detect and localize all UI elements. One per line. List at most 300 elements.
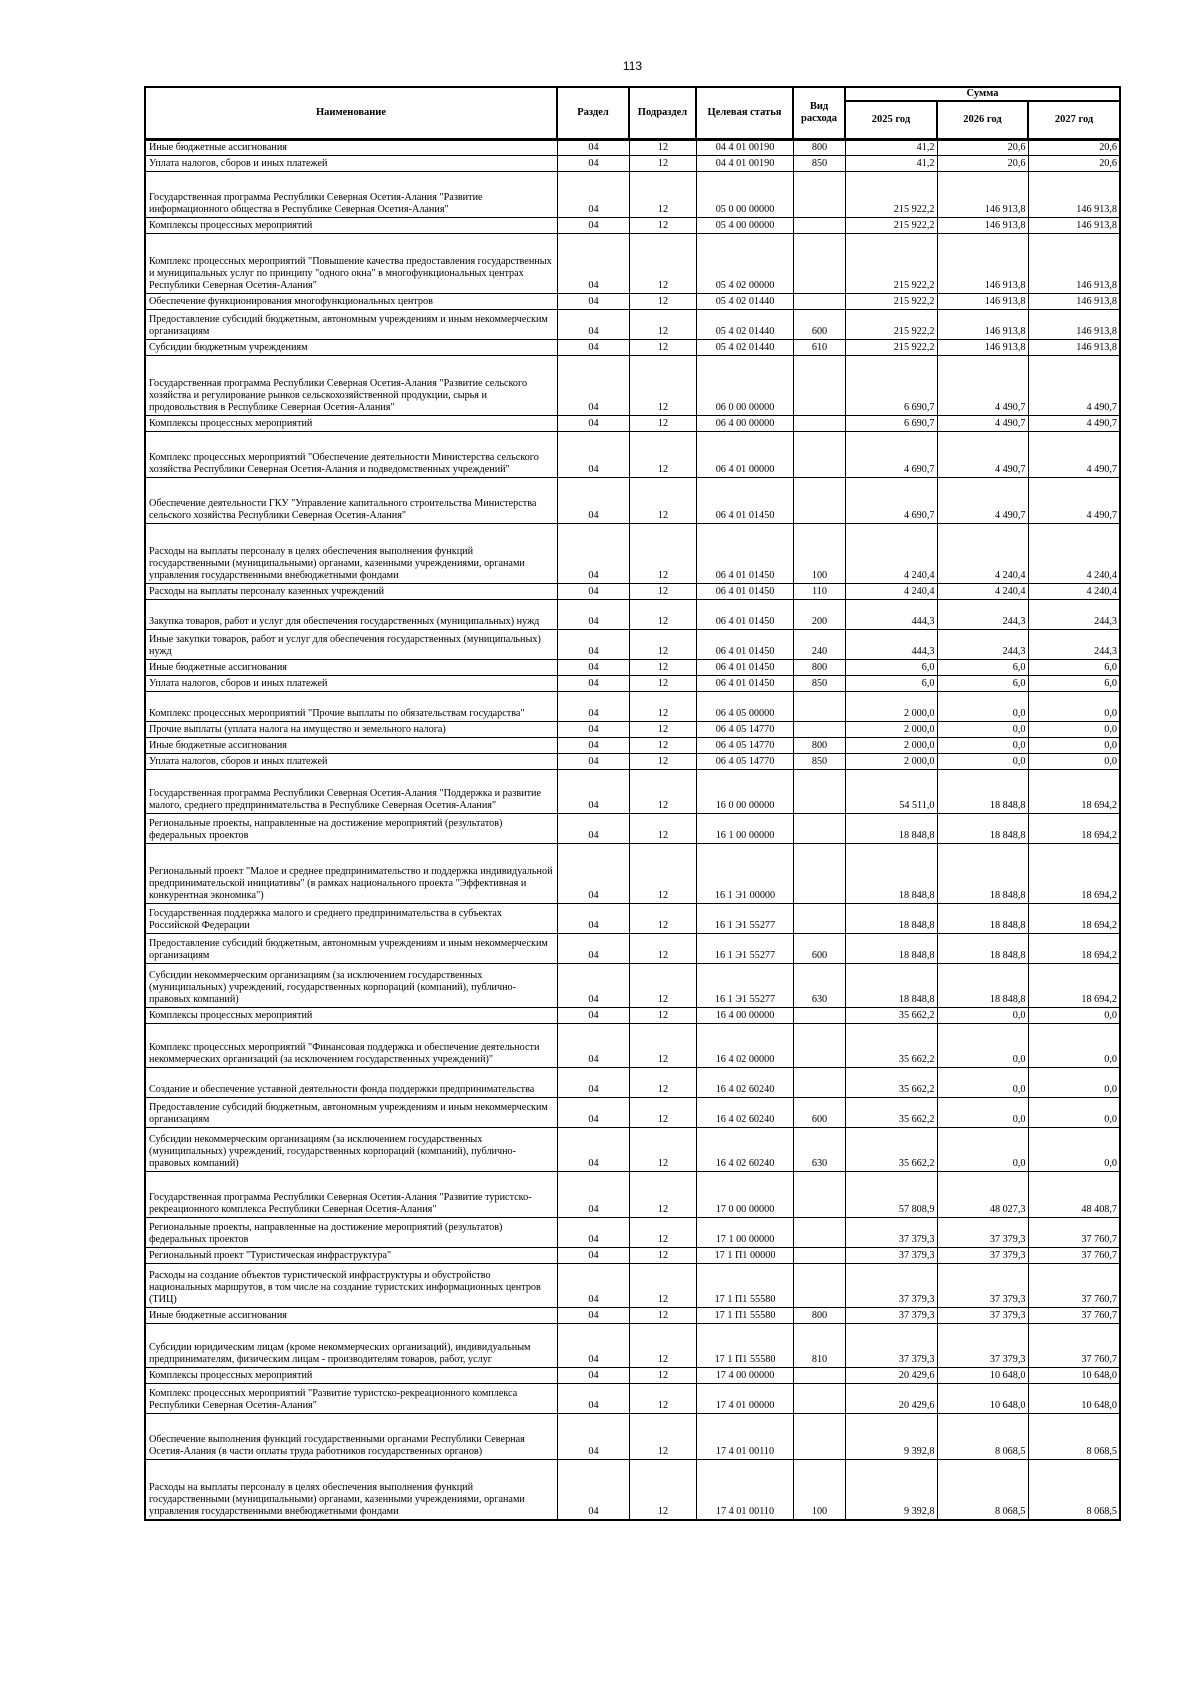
- row-vid-raskhoda: [793, 356, 845, 416]
- row-tselevaya-statya: 05 4 00 00000: [696, 218, 793, 234]
- row-podrazdel: 12: [629, 218, 696, 234]
- row-sum-2025: 18 848,8: [845, 844, 937, 904]
- row-razdel: 04: [557, 218, 629, 234]
- header-razdel: Раздел: [557, 87, 629, 140]
- row-name: Комплексы процессных мероприятий: [145, 1008, 557, 1024]
- row-sum-2026: 37 379,3: [937, 1308, 1028, 1324]
- row-sum-2027: 18 694,2: [1028, 964, 1120, 1008]
- row-podrazdel: 12: [629, 754, 696, 770]
- row-sum-2025: 41,2: [845, 156, 937, 172]
- row-sum-2027: 0,0: [1028, 722, 1120, 738]
- row-sum-2025: 18 848,8: [845, 964, 937, 1008]
- table-row: [145, 340, 1120, 356]
- row-tselevaya-statya: 16 4 02 00000: [696, 1024, 793, 1068]
- table-row: [145, 770, 1120, 814]
- row-name: Расходы на выплаты персоналу казенных учреждений: [145, 584, 557, 600]
- row-razdel: 04: [557, 1264, 629, 1308]
- table-row: [145, 676, 1120, 692]
- row-sum-2026: 37 379,3: [937, 1218, 1028, 1248]
- row-podrazdel: 12: [629, 676, 696, 692]
- row-sum-2025: 37 379,3: [845, 1264, 937, 1308]
- table-row: [145, 600, 1120, 630]
- row-sum-2026: 10 648,0: [937, 1368, 1028, 1384]
- row-podrazdel: 12: [629, 310, 696, 340]
- row-name: Расходы на создание объектов туристической инфраструктуры и обустройство национальных маршрутов, в том числе на создание туристских информационных центров (ТИЦ): [145, 1264, 557, 1308]
- row-name: Комплексы процессных мероприятий: [145, 218, 557, 234]
- row-vid-raskhoda: [793, 172, 845, 218]
- row-podrazdel: 12: [629, 416, 696, 432]
- row-name: Иные бюджетные ассигнования: [145, 660, 557, 676]
- row-name: Комплекс процессных мероприятий "Прочие выплаты по обязательствам государства": [145, 692, 557, 722]
- row-tselevaya-statya: 16 1 Э1 55277: [696, 964, 793, 1008]
- row-podrazdel: 12: [629, 1008, 696, 1024]
- table-row: [145, 356, 1120, 416]
- row-razdel: 04: [557, 340, 629, 356]
- row-sum-2027: 18 694,2: [1028, 770, 1120, 814]
- row-tselevaya-statya: 16 4 02 60240: [696, 1098, 793, 1128]
- row-podrazdel: 12: [629, 1308, 696, 1324]
- row-podrazdel: 12: [629, 964, 696, 1008]
- row-sum-2027: 146 913,8: [1028, 310, 1120, 340]
- page-number: 113: [622, 59, 643, 73]
- row-razdel: 04: [557, 738, 629, 754]
- row-razdel: 04: [557, 234, 629, 294]
- row-sum-2025: 4 240,4: [845, 524, 937, 584]
- row-sum-2026: 18 848,8: [937, 904, 1028, 934]
- row-podrazdel: 12: [629, 1384, 696, 1414]
- row-tselevaya-statya: 17 4 01 00110: [696, 1460, 793, 1520]
- row-vid-raskhoda: 800: [793, 1308, 845, 1324]
- row-vid-raskhoda: 630: [793, 964, 845, 1008]
- row-razdel: 04: [557, 1324, 629, 1368]
- row-name: Иные закупки товаров, работ и услуг для обеспечения государственных (муниципальных) нужд: [145, 630, 557, 660]
- row-sum-2026: 0,0: [937, 754, 1028, 770]
- row-vid-raskhoda: 800: [793, 738, 845, 754]
- row-sum-2027: 0,0: [1028, 1098, 1120, 1128]
- row-vid-raskhoda: [793, 1248, 845, 1264]
- row-name: Региональный проект "Туристическая инфраструктура": [145, 1248, 557, 1264]
- row-sum-2025: 444,3: [845, 600, 937, 630]
- row-tselevaya-statya: 06 4 01 01450: [696, 676, 793, 692]
- table-row: [145, 660, 1120, 676]
- row-razdel: 04: [557, 1008, 629, 1024]
- row-vid-raskhoda: 850: [793, 754, 845, 770]
- row-sum-2027: 0,0: [1028, 1068, 1120, 1098]
- row-podrazdel: 12: [629, 600, 696, 630]
- row-tselevaya-statya: 16 1 Э1 55277: [696, 934, 793, 964]
- row-vid-raskhoda: [793, 294, 845, 310]
- row-razdel: 04: [557, 770, 629, 814]
- row-sum-2027: 37 760,7: [1028, 1324, 1120, 1368]
- table-row: [145, 934, 1120, 964]
- row-podrazdel: 12: [629, 478, 696, 524]
- row-name: Государственная программа Республики Северная Осетия-Алания "Развитие сельского хозяйства и регулирование рынков сельскохозяйственной продукции, сырья и продовольствия в Республике Северная Осетия-Алания": [145, 356, 557, 416]
- row-sum-2027: 18 694,2: [1028, 904, 1120, 934]
- row-sum-2025: 444,3: [845, 630, 937, 660]
- row-sum-2025: 2 000,0: [845, 692, 937, 722]
- row-name: Обеспечение деятельности ГКУ "Управление капитального строительства Министерства сельского хозяйства Республики Северная Осетия-Алания": [145, 478, 557, 524]
- row-podrazdel: 12: [629, 524, 696, 584]
- row-razdel: 04: [557, 310, 629, 340]
- row-name: Уплата налогов, сборов и иных платежей: [145, 754, 557, 770]
- row-sum-2026: 0,0: [937, 1024, 1028, 1068]
- row-tselevaya-statya: 06 4 00 00000: [696, 416, 793, 432]
- row-podrazdel: 12: [629, 156, 696, 172]
- header-year-2027: 2027 год: [1028, 101, 1120, 140]
- row-sum-2026: 18 848,8: [937, 844, 1028, 904]
- row-name: Обеспечение выполнения функций государственными органами Республики Северная Осетия-Алания (в части оплаты труда работников государственных органов): [145, 1414, 557, 1460]
- row-razdel: 04: [557, 1218, 629, 1248]
- row-razdel: 04: [557, 676, 629, 692]
- row-sum-2025: 215 922,2: [845, 294, 937, 310]
- row-razdel: 04: [557, 630, 629, 660]
- row-sum-2027: 0,0: [1028, 1128, 1120, 1172]
- row-tselevaya-statya: 16 4 00 00000: [696, 1008, 793, 1024]
- row-sum-2026: 8 068,5: [937, 1460, 1028, 1520]
- row-podrazdel: 12: [629, 584, 696, 600]
- row-name: Субсидии юридическим лицам (кроме некоммерческих организаций), индивидуальным предпринимателям, физическим лицам - производителям товаров, работ, услуг: [145, 1324, 557, 1368]
- row-name: Региональный проект "Малое и среднее предпринимательство и поддержка индивидуальной предпринимательской инициативы" (в рамках национального проекта "Эффективная и конкурентная экономика"): [145, 844, 557, 904]
- row-vid-raskhoda: [793, 1384, 845, 1414]
- row-name: Уплата налогов, сборов и иных платежей: [145, 156, 557, 172]
- row-vid-raskhoda: [793, 1008, 845, 1024]
- row-vid-raskhoda: [793, 432, 845, 478]
- table-row: [145, 754, 1120, 770]
- row-razdel: 04: [557, 904, 629, 934]
- row-sum-2025: 35 662,2: [845, 1068, 937, 1098]
- table-row: [145, 844, 1120, 904]
- row-vid-raskhoda: [793, 770, 845, 814]
- table-body: [145, 140, 1120, 1520]
- row-vid-raskhoda: [793, 814, 845, 844]
- row-razdel: 04: [557, 1384, 629, 1414]
- row-sum-2026: 6,0: [937, 660, 1028, 676]
- row-sum-2027: 6,0: [1028, 660, 1120, 676]
- row-vid-raskhoda: [793, 692, 845, 722]
- table-row: [145, 1068, 1120, 1098]
- row-sum-2027: 146 913,8: [1028, 340, 1120, 356]
- table-header: [145, 87, 1120, 140]
- row-tselevaya-statya: 06 4 05 14770: [696, 738, 793, 754]
- table-row: [145, 478, 1120, 524]
- table-row: [145, 1368, 1120, 1384]
- row-podrazdel: 12: [629, 722, 696, 738]
- row-razdel: 04: [557, 1414, 629, 1460]
- row-sum-2027: 37 760,7: [1028, 1248, 1120, 1264]
- row-sum-2027: 4 240,4: [1028, 524, 1120, 584]
- row-sum-2026: 146 913,8: [937, 310, 1028, 340]
- row-razdel: 04: [557, 478, 629, 524]
- row-razdel: 04: [557, 692, 629, 722]
- row-name: Предоставление субсидий бюджетным, автономным учреждениям и иным некоммерческим организациям: [145, 934, 557, 964]
- row-sum-2025: 2 000,0: [845, 738, 937, 754]
- row-sum-2026: 0,0: [937, 738, 1028, 754]
- row-razdel: 04: [557, 814, 629, 844]
- row-tselevaya-statya: 06 0 00 00000: [696, 356, 793, 416]
- row-vid-raskhoda: [793, 1024, 845, 1068]
- row-name: Предоставление субсидий бюджетным, автономным учреждениям и иным некоммерческим организациям: [145, 1098, 557, 1128]
- row-name: Уплата налогов, сборов и иных платежей: [145, 676, 557, 692]
- row-name: Государственная программа Республики Северная Осетия-Алания "Развитие информационного общества в Республике Северная Осетия-Алания": [145, 172, 557, 218]
- row-sum-2025: 215 922,2: [845, 234, 937, 294]
- row-razdel: 04: [557, 844, 629, 904]
- row-podrazdel: 12: [629, 356, 696, 416]
- row-sum-2025: 18 848,8: [845, 904, 937, 934]
- row-vid-raskhoda: [793, 1414, 845, 1460]
- row-razdel: 04: [557, 1128, 629, 1172]
- row-sum-2026: 48 027,3: [937, 1172, 1028, 1218]
- row-sum-2027: 4 490,7: [1028, 432, 1120, 478]
- row-razdel: 04: [557, 356, 629, 416]
- row-sum-2026: 244,3: [937, 600, 1028, 630]
- row-name: Прочие выплаты (уплата налога на имущество и земельного налога): [145, 722, 557, 738]
- row-name: Комплекс процессных мероприятий "Развитие туристско-рекреационного комплекса Республики Северная Осетия-Алания": [145, 1384, 557, 1414]
- row-podrazdel: 12: [629, 1068, 696, 1098]
- row-sum-2027: 146 913,8: [1028, 218, 1120, 234]
- row-name: Комплексы процессных мероприятий: [145, 1368, 557, 1384]
- row-sum-2027: 37 760,7: [1028, 1218, 1120, 1248]
- table-row: [145, 1308, 1120, 1324]
- row-sum-2027: 10 648,0: [1028, 1368, 1120, 1384]
- row-vid-raskhoda: 630: [793, 1128, 845, 1172]
- row-vid-raskhoda: [793, 416, 845, 432]
- row-name: Комплекс процессных мероприятий "Обеспечение деятельности Министерства сельского хозяйства Республики Северная Осетия-Алания и подведомственных учреждений": [145, 432, 557, 478]
- row-tselevaya-statya: 04 4 01 00190: [696, 156, 793, 172]
- row-tselevaya-statya: 06 4 05 14770: [696, 722, 793, 738]
- row-sum-2026: 37 379,3: [937, 1324, 1028, 1368]
- row-podrazdel: 12: [629, 692, 696, 722]
- row-sum-2025: 215 922,2: [845, 218, 937, 234]
- row-podrazdel: 12: [629, 1172, 696, 1218]
- row-tselevaya-statya: 05 4 02 01440: [696, 310, 793, 340]
- row-sum-2027: 0,0: [1028, 1024, 1120, 1068]
- row-vid-raskhoda: [793, 1172, 845, 1218]
- row-podrazdel: 12: [629, 1098, 696, 1128]
- row-tselevaya-statya: 06 4 01 01450: [696, 630, 793, 660]
- row-name: Иные бюджетные ассигнования: [145, 140, 557, 156]
- row-razdel: 04: [557, 524, 629, 584]
- row-sum-2025: 37 379,3: [845, 1308, 937, 1324]
- row-sum-2026: 4 490,7: [937, 432, 1028, 478]
- table-row: [145, 1008, 1120, 1024]
- header-name: Наименование: [145, 87, 557, 140]
- row-sum-2026: 4 490,7: [937, 478, 1028, 524]
- row-sum-2027: 146 913,8: [1028, 172, 1120, 218]
- row-sum-2026: 20,6: [937, 156, 1028, 172]
- row-name: Субсидии некоммерческим организациям (за исключением государственных (муниципальных) учреждений, государственных корпораций (компаний), публично-правовых компаний): [145, 964, 557, 1008]
- row-sum-2025: 4 690,7: [845, 432, 937, 478]
- row-tselevaya-statya: 16 4 02 60240: [696, 1128, 793, 1172]
- row-podrazdel: 12: [629, 140, 696, 156]
- row-razdel: 04: [557, 1098, 629, 1128]
- row-sum-2025: 35 662,2: [845, 1128, 937, 1172]
- row-podrazdel: 12: [629, 172, 696, 218]
- table-row: [145, 630, 1120, 660]
- row-sum-2026: 146 913,8: [937, 234, 1028, 294]
- row-sum-2027: 4 240,4: [1028, 584, 1120, 600]
- row-tselevaya-statya: 16 4 02 60240: [696, 1068, 793, 1098]
- row-vid-raskhoda: 810: [793, 1324, 845, 1368]
- row-name: Предоставление субсидий бюджетным, автономным учреждениям и иным некоммерческим организациям: [145, 310, 557, 340]
- row-name: Иные бюджетные ассигнования: [145, 1308, 557, 1324]
- row-vid-raskhoda: 100: [793, 524, 845, 584]
- row-tselevaya-statya: 05 0 00 00000: [696, 172, 793, 218]
- row-podrazdel: 12: [629, 1264, 696, 1308]
- row-vid-raskhoda: [793, 1218, 845, 1248]
- row-sum-2026: 20,6: [937, 140, 1028, 156]
- table-row: [145, 1414, 1120, 1460]
- row-sum-2027: 146 913,8: [1028, 234, 1120, 294]
- row-vid-raskhoda: [793, 478, 845, 524]
- table-row: [145, 310, 1120, 340]
- table-row: [145, 1098, 1120, 1128]
- row-tselevaya-statya: 06 4 05 00000: [696, 692, 793, 722]
- row-vid-raskhoda: [793, 1068, 845, 1098]
- row-sum-2027: 244,3: [1028, 630, 1120, 660]
- row-podrazdel: 12: [629, 1414, 696, 1460]
- row-tselevaya-statya: 16 1 Э1 00000: [696, 844, 793, 904]
- row-razdel: 04: [557, 140, 629, 156]
- row-podrazdel: 12: [629, 340, 696, 356]
- row-tselevaya-statya: 06 4 05 14770: [696, 754, 793, 770]
- table-row: [145, 1248, 1120, 1264]
- row-sum-2025: 9 392,8: [845, 1414, 937, 1460]
- row-vid-raskhoda: 850: [793, 156, 845, 172]
- row-razdel: 04: [557, 1368, 629, 1384]
- row-vid-raskhoda: [793, 904, 845, 934]
- row-razdel: 04: [557, 600, 629, 630]
- row-sum-2026: 4 490,7: [937, 416, 1028, 432]
- row-name: Региональные проекты, направленные на достижение мероприятий (результатов) федеральных проектов: [145, 1218, 557, 1248]
- row-sum-2027: 0,0: [1028, 1008, 1120, 1024]
- row-name: Государственная программа Республики Северная Осетия-Алания "Поддержка и развитие малого, среднего предпринимательства в Республике Северная Осетия-Алания": [145, 770, 557, 814]
- row-name: Государственная программа Республики Северная Осетия-Алания "Развитие туристско-рекреационного комплекса Республики Северная Осетия-Алания": [145, 1172, 557, 1218]
- table-row: [145, 814, 1120, 844]
- row-podrazdel: 12: [629, 1460, 696, 1520]
- row-razdel: 04: [557, 584, 629, 600]
- row-name: Комплекс процессных мероприятий "Повышение качества предоставления государственных и муниципальных услуг по принципу "одного окна" в многофункциональных центрах Республики Северная Осетия-Алания": [145, 234, 557, 294]
- table-row: [145, 584, 1120, 600]
- header-vid-raskhoda: Вид расхода: [793, 87, 845, 140]
- row-name: Субсидии бюджетным учреждениям: [145, 340, 557, 356]
- table-row: [145, 294, 1120, 310]
- row-podrazdel: 12: [629, 1218, 696, 1248]
- table-row: [145, 964, 1120, 1008]
- row-razdel: 04: [557, 156, 629, 172]
- row-tselevaya-statya: 06 4 01 01450: [696, 660, 793, 676]
- row-razdel: 04: [557, 1248, 629, 1264]
- row-sum-2026: 18 848,8: [937, 964, 1028, 1008]
- row-sum-2025: 37 379,3: [845, 1218, 937, 1248]
- row-sum-2026: 0,0: [937, 1128, 1028, 1172]
- row-sum-2026: 8 068,5: [937, 1414, 1028, 1460]
- row-sum-2027: 0,0: [1028, 754, 1120, 770]
- row-sum-2027: 20,6: [1028, 140, 1120, 156]
- row-podrazdel: 12: [629, 1248, 696, 1264]
- row-sum-2025: 215 922,2: [845, 340, 937, 356]
- table-row: [145, 738, 1120, 754]
- row-sum-2026: 0,0: [937, 1008, 1028, 1024]
- row-name: Расходы на выплаты персоналу в целях обеспечения выполнения функций государственными (муниципальными) органами, казенными учреждениями, органами управления государственными внебюджетными фондами: [145, 524, 557, 584]
- row-podrazdel: 12: [629, 934, 696, 964]
- row-tselevaya-statya: 17 1 П1 55580: [696, 1308, 793, 1324]
- row-podrazdel: 12: [629, 1024, 696, 1068]
- row-podrazdel: 12: [629, 1324, 696, 1368]
- header-year-2026: 2026 год: [937, 101, 1028, 140]
- table-row: [145, 692, 1120, 722]
- row-razdel: 04: [557, 1024, 629, 1068]
- row-sum-2026: 6,0: [937, 676, 1028, 692]
- row-tselevaya-statya: 05 4 02 01440: [696, 340, 793, 356]
- row-sum-2027: 8 068,5: [1028, 1460, 1120, 1520]
- row-razdel: 04: [557, 754, 629, 770]
- row-tselevaya-statya: 06 4 01 01450: [696, 584, 793, 600]
- row-razdel: 04: [557, 432, 629, 478]
- row-vid-raskhoda: [793, 844, 845, 904]
- row-vid-raskhoda: 200: [793, 600, 845, 630]
- header-year-2025: 2025 год: [845, 101, 937, 140]
- table-row: [145, 722, 1120, 738]
- row-sum-2025: 215 922,2: [845, 310, 937, 340]
- row-sum-2026: 0,0: [937, 692, 1028, 722]
- row-name: Комплексы процессных мероприятий: [145, 416, 557, 432]
- table-row: [145, 140, 1120, 156]
- row-tselevaya-statya: 17 1 00 00000: [696, 1218, 793, 1248]
- row-sum-2027: 6,0: [1028, 676, 1120, 692]
- row-sum-2027: 4 490,7: [1028, 356, 1120, 416]
- row-sum-2027: 18 694,2: [1028, 814, 1120, 844]
- row-razdel: 04: [557, 1068, 629, 1098]
- row-podrazdel: 12: [629, 844, 696, 904]
- row-razdel: 04: [557, 172, 629, 218]
- row-sum-2027: 8 068,5: [1028, 1414, 1120, 1460]
- row-sum-2026: 4 240,4: [937, 584, 1028, 600]
- row-name: Государственная поддержка малого и среднего предпринимательства в субъектах Российской Федерации: [145, 904, 557, 934]
- row-sum-2027: 37 760,7: [1028, 1308, 1120, 1324]
- row-name: Иные бюджетные ассигнования: [145, 738, 557, 754]
- row-sum-2025: 215 922,2: [845, 172, 937, 218]
- row-tselevaya-statya: 17 1 П1 55580: [696, 1324, 793, 1368]
- row-tselevaya-statya: 16 0 00 00000: [696, 770, 793, 814]
- row-name: Комплекс процессных мероприятий "Финансовая поддержка и обеспечение деятельности некоммерческих организаций (за исключением государственных учреждений)": [145, 1024, 557, 1068]
- row-tselevaya-statya: 04 4 01 00190: [696, 140, 793, 156]
- row-sum-2025: 54 511,0: [845, 770, 937, 814]
- table-row: [145, 1324, 1120, 1368]
- row-podrazdel: 12: [629, 234, 696, 294]
- table-row: [145, 1128, 1120, 1172]
- table-row: [145, 234, 1120, 294]
- table-row: [145, 1384, 1120, 1414]
- row-sum-2025: 35 662,2: [845, 1008, 937, 1024]
- row-sum-2025: 6 690,7: [845, 416, 937, 432]
- table-row: [145, 172, 1120, 218]
- row-sum-2027: 48 408,7: [1028, 1172, 1120, 1218]
- row-sum-2025: 2 000,0: [845, 754, 937, 770]
- row-sum-2025: 4 240,4: [845, 584, 937, 600]
- row-sum-2025: 20 429,6: [845, 1384, 937, 1414]
- row-sum-2026: 146 913,8: [937, 294, 1028, 310]
- row-podrazdel: 12: [629, 660, 696, 676]
- row-name: Региональные проекты, направленные на достижение мероприятий (результатов) федеральных проектов: [145, 814, 557, 844]
- row-tselevaya-statya: 06 4 01 01450: [696, 600, 793, 630]
- row-podrazdel: 12: [629, 770, 696, 814]
- row-sum-2026: 4 490,7: [937, 356, 1028, 416]
- row-sum-2027: 18 694,2: [1028, 934, 1120, 964]
- row-sum-2027: 0,0: [1028, 738, 1120, 754]
- row-sum-2026: 146 913,8: [937, 218, 1028, 234]
- row-podrazdel: 12: [629, 1128, 696, 1172]
- row-sum-2025: 6,0: [845, 660, 937, 676]
